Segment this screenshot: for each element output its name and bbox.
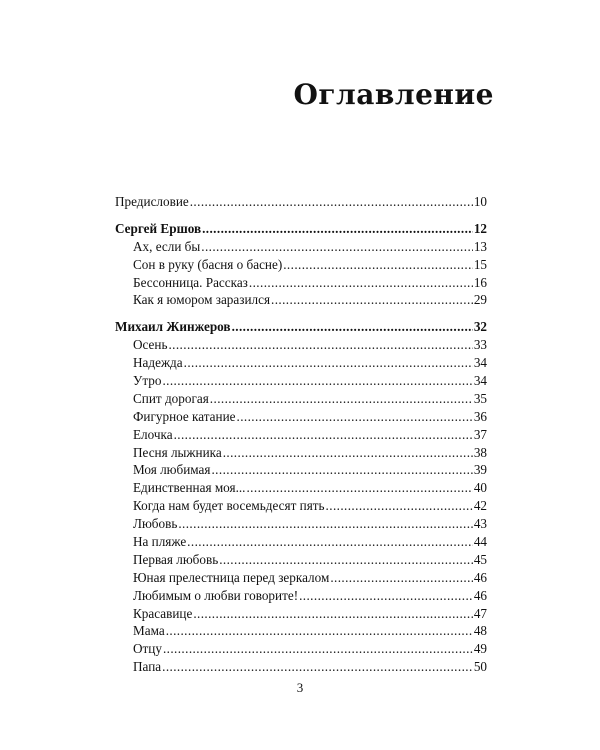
dot-leader (184, 354, 473, 372)
toc-entry[interactable] (115, 622, 487, 640)
page-title (0, 78, 600, 118)
toc-entry[interactable] (115, 533, 487, 551)
toc-author: Сергей Ершов (115, 220, 202, 236)
toc-entry-label: Песня лыжника (133, 444, 222, 460)
toc-entry[interactable] (115, 291, 487, 309)
toc-entry-page: 32 (473, 319, 487, 335)
toc-entry[interactable] (115, 658, 487, 676)
toc-entry-page: 45 (473, 551, 487, 567)
toc-entry-page: 48 (473, 623, 487, 639)
dot-leader (249, 274, 473, 292)
toc-entry-page: 40 (473, 480, 487, 496)
toc-entry-page: 10 (473, 194, 487, 209)
table-of-contents (115, 193, 487, 676)
toc-entry-page: 33 (473, 337, 487, 353)
toc-entry-page: 37 (473, 426, 487, 442)
toc-entry[interactable] (115, 605, 487, 623)
toc-entry-page: 16 (473, 274, 487, 290)
dot-leader (283, 256, 473, 274)
toc-entry-page: 47 (473, 605, 487, 621)
toc-entry-label: Ах, если бы (133, 238, 201, 254)
toc-entry-page: 38 (473, 444, 487, 460)
toc-entry-page: 36 (473, 408, 487, 424)
toc-entry-label: Сон в руку (басня о басне) (133, 256, 283, 272)
toc-entry[interactable] (115, 479, 487, 497)
toc-entry-page: 50 (473, 659, 487, 675)
toc-author: Михаил Жинжеров (115, 319, 231, 335)
toc-entry-page: 12 (473, 220, 487, 236)
toc-sections (115, 220, 487, 676)
toc-entry[interactable] (115, 372, 487, 390)
toc-entry[interactable] (115, 336, 487, 354)
dot-leader (162, 372, 472, 390)
toc-entry-label: Папа (133, 659, 162, 675)
toc-entry-label: Утро (133, 373, 162, 389)
toc-entry-page: 13 (473, 238, 487, 254)
toc-entry-label: Елочка (133, 426, 173, 442)
toc-entry-label: Любовь (133, 516, 178, 532)
toc-entry-page: 15 (473, 256, 487, 272)
dot-leader (326, 497, 473, 515)
dot-leader (168, 336, 472, 354)
toc-entry[interactable] (115, 569, 487, 587)
toc-entry-label: Единственная моя... (133, 480, 246, 496)
page-title-text: Оглавление (293, 78, 494, 111)
toc-entry[interactable] (115, 444, 487, 462)
toc-entry-label: Фигурное катание (133, 408, 236, 424)
dot-leader (271, 291, 473, 309)
toc-entry-page: 39 (473, 462, 487, 478)
toc-entry-page: 34 (473, 355, 487, 371)
toc-entry-page: 44 (473, 534, 487, 550)
toc-entry[interactable] (115, 461, 487, 479)
toc-entry-page: 46 (473, 587, 487, 603)
toc-entry-label: Предисловие (115, 194, 189, 209)
toc-entry-page: 29 (473, 292, 487, 308)
toc-entry[interactable] (115, 238, 487, 256)
dot-leader (190, 193, 473, 211)
toc-section-heading[interactable] (115, 220, 487, 238)
dot-leader (202, 220, 473, 238)
dot-leader (210, 390, 473, 408)
toc-entry-label: Надежда (133, 355, 183, 371)
toc-entry-page: 43 (473, 516, 487, 532)
dot-leader (166, 622, 473, 640)
dot-leader (299, 587, 473, 605)
toc-section (115, 318, 487, 676)
toc-section-heading[interactable] (115, 318, 487, 336)
dot-leader (246, 479, 472, 497)
toc-entry[interactable] (115, 551, 487, 569)
dot-leader (237, 408, 473, 426)
toc-entry-page: 34 (473, 373, 487, 389)
toc-entry-label: Отцу (133, 641, 162, 657)
toc-entry-label: Любимым о любви говорите! (133, 587, 299, 603)
dot-leader (201, 238, 473, 256)
dot-leader (163, 640, 473, 658)
toc-entry-label: Красавице (133, 605, 193, 621)
dot-leader (232, 318, 473, 336)
toc-entry-page: 49 (473, 641, 487, 657)
toc-entry-label: Как я юмором заразился (133, 292, 271, 308)
toc-entry-label: Первая любовь (133, 551, 219, 567)
dot-leader (187, 533, 473, 551)
toc-entry[interactable] (115, 408, 487, 426)
dot-leader (223, 444, 473, 462)
toc-section (115, 220, 487, 309)
toc-entry[interactable] (115, 515, 487, 533)
toc-entry[interactable] (115, 587, 487, 605)
dot-leader (219, 551, 473, 569)
toc-entry[interactable] (115, 256, 487, 274)
toc-entry-page: 35 (473, 390, 487, 406)
toc-entry[interactable] (115, 640, 487, 658)
toc-entry[interactable] (115, 274, 487, 292)
toc-entry-label: На пляже (133, 534, 187, 550)
dot-leader (174, 426, 473, 444)
dot-leader (211, 461, 472, 479)
toc-entry[interactable] (115, 497, 487, 515)
toc-entry-page: 42 (473, 498, 487, 514)
dot-leader (162, 658, 473, 676)
toc-entry[interactable] (115, 426, 487, 444)
toc-entry-label: Спит дорогая (133, 390, 209, 406)
toc-entry-label: Бессонница. Рассказ (133, 274, 248, 290)
dot-leader (193, 605, 473, 623)
toc-entry[interactable] (115, 390, 487, 408)
toc-entry-page: 46 (473, 569, 487, 585)
toc-entry-label: Осень (133, 337, 168, 353)
toc-entry-label: Мама (133, 623, 165, 639)
dot-leader (178, 515, 472, 533)
toc-entry[interactable] (115, 354, 487, 372)
toc-entry-preface[interactable] (115, 193, 487, 211)
page-number: 3 (296, 680, 304, 695)
toc-entry-label: Моя любимая (133, 462, 211, 478)
toc-entry-label: Юная прелестница перед зеркалом (133, 569, 330, 585)
dot-leader (330, 569, 472, 587)
toc-entry-label: Когда нам будет восемьдесят пять (133, 498, 325, 514)
